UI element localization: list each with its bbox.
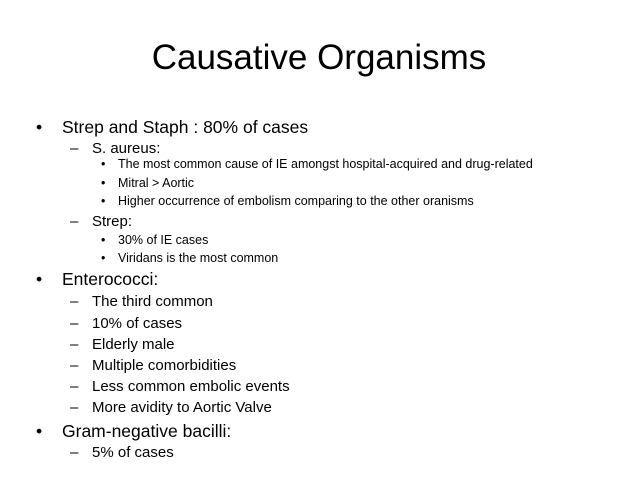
sub-sub-item xyxy=(101,232,208,249)
sub-item-text: Strep: xyxy=(92,213,133,230)
sub-sub-item-text: Higher occurrence of embolism comparing to the other oranisms xyxy=(118,194,474,208)
sub-sub-item xyxy=(101,193,474,210)
bullet-marker: • xyxy=(101,194,106,208)
bullet-marker: • xyxy=(101,233,106,247)
dash-marker: – xyxy=(70,399,79,416)
sub-item xyxy=(70,212,132,232)
sub-item xyxy=(70,335,175,355)
sub-item-text: Less common embolic events xyxy=(92,378,290,395)
dash-marker: – xyxy=(70,315,79,332)
dash-marker: – xyxy=(70,336,79,353)
sub-sub-item xyxy=(101,175,194,192)
sub-item-text: 10% of cases xyxy=(92,315,183,332)
bullet-text: Enterococci: xyxy=(62,269,159,289)
sub-item xyxy=(70,292,213,312)
sub-sub-item-text: Mitral > Aortic xyxy=(118,176,195,190)
sub-item-text: The third common xyxy=(92,293,213,310)
sub-sub-item-text: The most common cause of IE amongst hospital-acquired and drug-related xyxy=(118,157,533,171)
bullet-item xyxy=(36,268,158,290)
bullet-text: Strep and Staph : 80% of cases xyxy=(62,117,309,137)
bullet-text: Gram-negative bacilli: xyxy=(62,421,232,441)
sub-item-text: 5% of cases xyxy=(92,444,174,461)
bullet-marker: • xyxy=(101,251,106,265)
bullet-marker: • xyxy=(36,117,43,137)
sub-sub-item xyxy=(101,250,278,267)
sub-item xyxy=(70,314,182,334)
dash-marker: – xyxy=(70,357,79,374)
bullet-marker: • xyxy=(36,421,43,441)
dash-marker: – xyxy=(70,140,79,157)
sub-sub-item xyxy=(101,156,533,173)
sub-sub-item-text: 30% of IE cases xyxy=(118,233,209,247)
dash-marker: – xyxy=(70,293,79,310)
sub-item-text: Multiple comorbidities xyxy=(92,357,237,374)
sub-item xyxy=(70,377,290,397)
slide-title: Causative Organisms xyxy=(151,38,487,77)
dash-marker: – xyxy=(70,378,79,395)
dash-marker: – xyxy=(70,444,79,461)
bullet-marker: • xyxy=(36,269,43,289)
sub-sub-item-text: Viridans is the most common xyxy=(118,251,279,265)
bullet-item xyxy=(36,420,231,442)
sub-item-text: Elderly male xyxy=(92,336,175,353)
bullet-marker: • xyxy=(101,176,106,190)
sub-item-text: More avidity to Aortic Valve xyxy=(92,399,272,416)
sub-item xyxy=(70,398,272,418)
sub-item xyxy=(70,443,174,463)
dash-marker: – xyxy=(70,213,79,230)
bullet-marker: • xyxy=(101,157,106,171)
sub-item-text: S. aureus: xyxy=(92,140,161,157)
bullet-item xyxy=(36,116,308,138)
sub-item xyxy=(70,356,236,376)
